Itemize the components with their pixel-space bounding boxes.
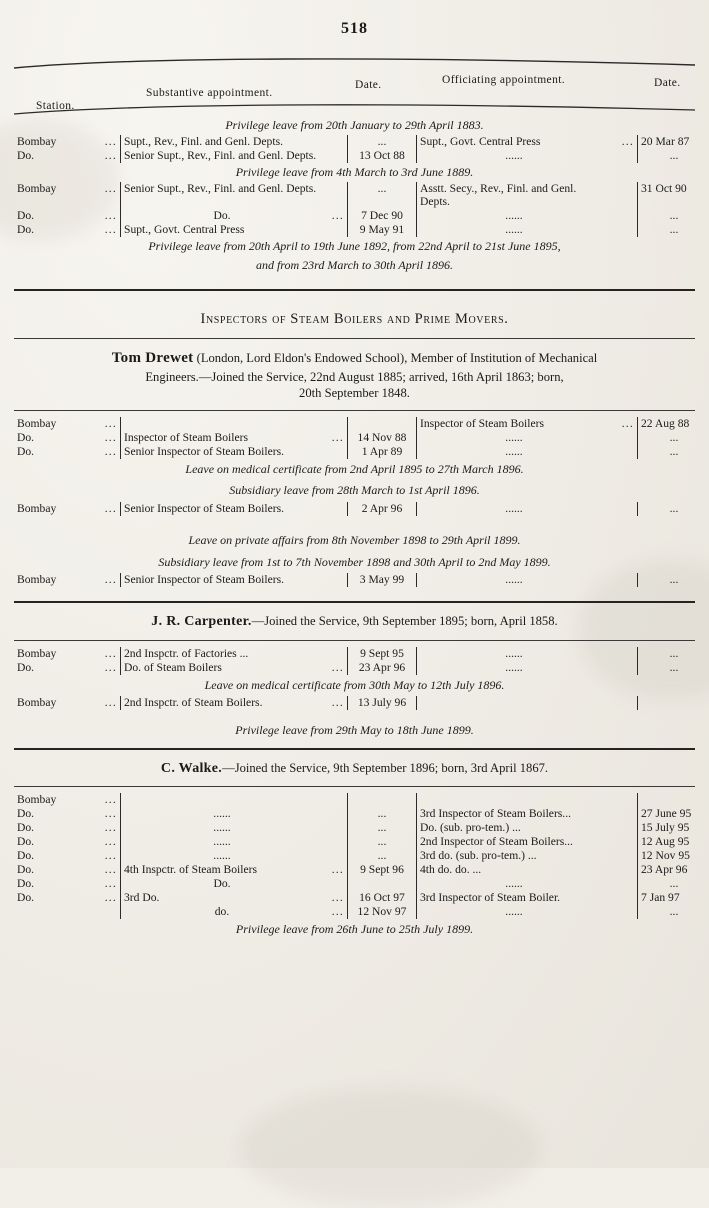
cell-station-dots: ...: [92, 849, 121, 863]
person-bio-line-1: —Joined the Service, 9th September 1896; born, 3rd April 1867.: [222, 761, 548, 775]
cell-station-dots: ...: [92, 209, 121, 223]
cell-date-1: ...: [348, 849, 417, 863]
cell-station: Bombay: [14, 135, 92, 149]
cell-officiating: ......: [417, 905, 612, 919]
cell-date-2: [638, 696, 709, 710]
table-row: [14, 182, 709, 209]
cell-station: Do.: [14, 807, 92, 821]
cell-station: Do.: [14, 863, 92, 877]
page-number: 518: [0, 0, 709, 38]
table-row: [14, 445, 709, 459]
table-row: [14, 793, 709, 807]
cell-officiating: [417, 696, 612, 710]
cell-officiating: ......: [417, 431, 612, 445]
cell-officiating: ......: [417, 661, 612, 675]
cell-officiating: 3rd do. (sub. pro-tem.) ...: [417, 849, 612, 863]
header-station: Station.: [36, 100, 75, 112]
note-privilege-4: Privilege leave from 29th May to 18th June 1899.: [14, 720, 695, 742]
table-jr-carpenter-2: [14, 696, 709, 710]
section-heading-inspectors: Inspectors of Steam Boilers and Prime Movers.: [14, 297, 695, 338]
cell-substantive-dots: [323, 149, 348, 163]
person-name: C. Walke.: [161, 761, 222, 776]
table-row: [14, 849, 709, 863]
header-substantive: Substantive appointment.: [146, 87, 273, 99]
cell-date-1: 14 Nov 88: [348, 431, 417, 445]
cell-substantive-dots: ...: [323, 431, 348, 445]
cell-date-1: 3 May 99: [348, 573, 417, 587]
note-privilege-1: Privilege leave from 20th January to 29th April 1883.: [14, 116, 695, 135]
cell-substantive: ......: [121, 835, 324, 849]
cell-date-1: [348, 417, 417, 431]
cell-substantive: 4th Inspctr. of Steam Boilers: [121, 863, 324, 877]
cell-officiating-dots: [611, 905, 638, 919]
table-jr-carpenter-1: [14, 647, 709, 675]
table-row: [14, 573, 709, 587]
table-row: [14, 502, 709, 516]
cell-substantive-dots: [323, 182, 348, 209]
person-header-tom-drewet: [14, 339, 695, 410]
cell-station: Do.: [14, 877, 92, 891]
cell-station: Bombay: [14, 417, 92, 431]
cell-officiating-dots: [611, 891, 638, 905]
cell-station-dots: ...: [92, 877, 121, 891]
cell-substantive-dots: [323, 445, 348, 459]
cell-substantive: 3rd Do.: [121, 891, 324, 905]
table-row: [14, 807, 709, 821]
cell-station: Do.: [14, 431, 92, 445]
cell-substantive-dots: [323, 502, 348, 516]
cell-date-2: 31 Oct 90: [638, 182, 709, 209]
cell-officiating-dots: [611, 661, 638, 675]
cell-substantive-dots: ...: [323, 696, 348, 710]
cell-date-2: 7 Jan 97: [638, 891, 709, 905]
cell-substantive: Senior Inspector of Steam Boilers.: [121, 573, 324, 587]
cell-substantive: 2nd Inspctr. of Steam Boilers.: [121, 696, 324, 710]
cell-date-1: 9 May 91: [348, 223, 417, 237]
cell-date-2: 15 July 95: [638, 821, 709, 835]
cell-station: [14, 905, 92, 919]
cell-date-2: 23 Apr 96: [638, 863, 709, 877]
cell-station-dots: [92, 905, 121, 919]
cell-substantive-dots: [323, 223, 348, 237]
cell-officiating: 3rd Inspector of Steam Boilers...: [417, 807, 612, 821]
table-row: [14, 223, 709, 237]
note-privilege-5: Privilege leave from 26th June to 25th July 1899.: [14, 919, 695, 941]
cell-date-1: 9 Sept 95: [348, 647, 417, 661]
table-tom-drewet-3: [14, 573, 709, 587]
cell-date-2: 12 Nov 95: [638, 849, 709, 863]
cell-officiating-dots: ...: [611, 135, 638, 149]
table-row: [14, 891, 709, 905]
cell-substantive: [121, 417, 324, 431]
note-leave-private: Leave on private affairs from 8th November 1898 to 29th April 1899.: [14, 530, 695, 552]
cell-date-1: 13 Oct 88: [348, 149, 417, 163]
cell-substantive-dots: [323, 135, 348, 149]
cell-station: Do.: [14, 849, 92, 863]
cell-substantive-dots: [323, 849, 348, 863]
cell-officiating-dots: [611, 445, 638, 459]
cell-station: Do.: [14, 835, 92, 849]
cell-officiating: 2nd Inspector of Steam Boilers...: [417, 835, 612, 849]
cell-station-dots: ...: [92, 445, 121, 459]
cell-station-dots: ...: [92, 807, 121, 821]
cell-station: Do.: [14, 149, 92, 163]
cell-substantive: Supt., Govt. Central Press: [121, 223, 324, 237]
cell-date-2: ...: [638, 647, 709, 661]
table-c-walke: [14, 793, 709, 919]
cell-station-dots: ...: [92, 835, 121, 849]
cell-substantive: 2nd Inspctr. of Factories ...: [121, 647, 324, 661]
cell-station: Bombay: [14, 573, 92, 587]
cell-substantive-dots: ...: [323, 863, 348, 877]
note-leave-medical-1: Leave on medical certificate from 2nd April 1895 to 27th March 1896.: [14, 459, 695, 481]
person-header-c-walke: [14, 750, 695, 786]
note-leave-medical-2: Leave on medical certificate from 30th May to 12th July 1896.: [14, 675, 695, 697]
cell-substantive-dots: ...: [323, 891, 348, 905]
cell-date-2: ...: [638, 223, 709, 237]
cell-substantive-dots: [323, 793, 348, 807]
cell-date-1: ...: [348, 182, 417, 209]
cell-station: Do.: [14, 891, 92, 905]
table-row: [14, 647, 709, 661]
cell-officiating: Inspector of Steam Boilers: [417, 417, 612, 431]
header-date-1: Date.: [355, 79, 382, 91]
cell-station: Do.: [14, 821, 92, 835]
header-date-2: Date.: [654, 77, 681, 89]
note-subsidiary-1: Subsidiary leave from 28th March to 1st April 1896.: [14, 480, 695, 502]
cell-officiating: ......: [417, 877, 612, 891]
cell-date-1: 1 Apr 89: [348, 445, 417, 459]
header-officiating: Officiating appointment.: [442, 74, 565, 86]
cell-station-dots: ...: [92, 502, 121, 516]
cell-station-dots: ...: [92, 821, 121, 835]
cell-date-2: ...: [638, 661, 709, 675]
person-name: J. R. Carpenter.: [151, 614, 251, 629]
cell-date-1: ...: [348, 807, 417, 821]
cell-substantive: Senior Supt., Rev., Finl. and Genl. Depts.: [121, 149, 324, 163]
table-row: [14, 431, 709, 445]
cell-date-1: 13 July 96: [348, 696, 417, 710]
cell-date-1: ...: [348, 135, 417, 149]
cell-date-1: [348, 877, 417, 891]
cell-officiating-dots: [611, 849, 638, 863]
table-press-1: [14, 135, 709, 163]
cell-officiating-dots: [611, 807, 638, 821]
cell-substantive: ......: [121, 821, 324, 835]
cell-station-dots: ...: [92, 661, 121, 675]
note-privilege-2: Privilege leave from 4th March to 3rd June 1889.: [14, 163, 695, 182]
table-tom-drewet-1: [14, 417, 709, 459]
cell-station-dots: ...: [92, 891, 121, 905]
cell-date-1: 12 Nov 97: [348, 905, 417, 919]
person-header-jr-carpenter: [14, 603, 695, 639]
register-sheet: [14, 56, 695, 941]
cell-station: Bombay: [14, 647, 92, 661]
person-bio-line-2: Engineers.—Joined the Service, 22nd August 1885; arrived, 16th April 1863; born,: [145, 370, 563, 384]
cell-officiating: ......: [417, 573, 612, 587]
cell-station: Bombay: [14, 182, 92, 209]
cell-date-2: 27 June 95: [638, 807, 709, 821]
cell-substantive: Do. of Steam Boilers: [121, 661, 324, 675]
cell-officiating: 4th do. do. ...: [417, 863, 612, 877]
cell-substantive: Do.: [121, 877, 324, 891]
cell-substantive: Supt., Rev., Finl. and Genl. Depts.: [121, 135, 324, 149]
cell-officiating-dots: [611, 821, 638, 835]
cell-substantive: Inspector of Steam Boilers: [121, 431, 324, 445]
table-row: [14, 209, 709, 223]
cell-officiating-dots: [611, 223, 638, 237]
cell-substantive-dots: ...: [323, 209, 348, 223]
cell-date-1: ...: [348, 835, 417, 849]
cell-officiating-dots: [611, 209, 638, 223]
table-row: [14, 905, 709, 919]
cell-date-2: ...: [638, 877, 709, 891]
cell-date-1: 16 Oct 97: [348, 891, 417, 905]
cell-officiating-dots: [611, 502, 638, 516]
cell-date-1: [348, 793, 417, 807]
cell-substantive: Senior Supt., Rev., Finl. and Genl. Depts.: [121, 182, 324, 209]
table-row: [14, 835, 709, 849]
cell-date-2: ...: [638, 431, 709, 445]
cell-station: Do.: [14, 445, 92, 459]
table-press-2: [14, 182, 709, 237]
person-bio-line-1: (London, Lord Eldon's Endowed School), Member of Institution of Mechanical: [197, 351, 598, 365]
note-subsidiary-2: Subsidiary leave from 1st to 7th November 1898 and 30th April to 2nd May 1899.: [14, 552, 695, 574]
cell-station-dots: ...: [92, 793, 121, 807]
cell-station-dots: ...: [92, 149, 121, 163]
cell-officiating: Supt., Govt. Central Press: [417, 135, 612, 149]
cell-station: Bombay: [14, 696, 92, 710]
cell-station-dots: ...: [92, 696, 121, 710]
cell-substantive-dots: ...: [323, 661, 348, 675]
cell-substantive-dots: [323, 877, 348, 891]
cell-station-dots: ...: [92, 223, 121, 237]
cell-substantive: Senior Inspector of Steam Boilers.: [121, 502, 324, 516]
cell-station: Bombay: [14, 793, 92, 807]
cell-officiating-dots: [611, 182, 638, 209]
cell-date-2: ...: [638, 573, 709, 587]
cell-substantive: ......: [121, 807, 324, 821]
cell-substantive: do.: [121, 905, 324, 919]
table-top-rule: [14, 56, 695, 70]
cell-officiating-dots: [611, 793, 638, 807]
cell-date-2: [638, 793, 709, 807]
cell-date-2: ...: [638, 149, 709, 163]
cell-substantive-dots: [323, 807, 348, 821]
cell-station-dots: ...: [92, 182, 121, 209]
cell-substantive: ......: [121, 849, 324, 863]
cell-substantive: Do.: [121, 209, 324, 223]
cell-substantive-dots: [323, 417, 348, 431]
person-name: Tom Drewet: [112, 350, 194, 366]
cell-officiating-dots: [611, 573, 638, 587]
cell-date-2: 20 Mar 87: [638, 135, 709, 149]
cell-officiating-dots: [611, 863, 638, 877]
cell-officiating-dots: ...: [611, 417, 638, 431]
cell-station-dots: ...: [92, 135, 121, 149]
table-row: [14, 821, 709, 835]
table-row: [14, 417, 709, 431]
cell-officiating: ......: [417, 502, 612, 516]
cell-date-2: ...: [638, 445, 709, 459]
cell-substantive-dots: [323, 821, 348, 835]
cell-date-2: ...: [638, 502, 709, 516]
cell-substantive-dots: [323, 835, 348, 849]
cell-station: Do.: [14, 209, 92, 223]
table-row: [14, 661, 709, 675]
table-row: [14, 696, 709, 710]
cell-station: Do.: [14, 223, 92, 237]
cell-station-dots: ...: [92, 863, 121, 877]
cell-officiating-dots: [611, 431, 638, 445]
cell-date-1: 7 Dec 90: [348, 209, 417, 223]
person-bio-line-3: 20th September 1848.: [299, 386, 410, 400]
note-privilege-3a: Privilege leave from 20th April to 19th June 1892, from 22nd April to 21st June 1895,: [14, 237, 695, 256]
cell-station-dots: ...: [92, 647, 121, 661]
cell-officiating-dots: [611, 696, 638, 710]
cell-substantive-dots: [323, 647, 348, 661]
table-tom-drewet-2: [14, 502, 709, 516]
cell-station: Bombay: [14, 502, 92, 516]
table-row: [14, 863, 709, 877]
cell-officiating: Do. (sub. pro-tem.) ...: [417, 821, 612, 835]
cell-officiating-dots: [611, 877, 638, 891]
table-row: [14, 135, 709, 149]
cell-date-2: ...: [638, 905, 709, 919]
cell-officiating: ......: [417, 445, 612, 459]
cell-date-1: 9 Sept 96: [348, 863, 417, 877]
cell-date-2: ...: [638, 209, 709, 223]
cell-officiating: 3rd Inspector of Steam Boiler.: [417, 891, 612, 905]
table-header: [14, 70, 695, 116]
cell-officiating-dots: [611, 835, 638, 849]
cell-station: Do.: [14, 661, 92, 675]
cell-officiating: ......: [417, 149, 612, 163]
cell-date-2: 22 Aug 88: [638, 417, 709, 431]
table-row: [14, 149, 709, 163]
cell-station-dots: ...: [92, 431, 121, 445]
note-privilege-3b: and from 23rd March to 30th April 1896.: [14, 256, 695, 275]
cell-station-dots: ...: [92, 417, 121, 431]
table-row: [14, 877, 709, 891]
cell-date-2: 12 Aug 95: [638, 835, 709, 849]
cell-officiating: ......: [417, 223, 612, 237]
cell-officiating: ......: [417, 209, 612, 223]
cell-substantive: Senior Inspector of Steam Boilers.: [121, 445, 324, 459]
cell-substantive: [121, 793, 324, 807]
cell-date-1: 2 Apr 96: [348, 502, 417, 516]
cell-officiating-dots: [611, 149, 638, 163]
cell-officiating-dots: [611, 647, 638, 661]
cell-officiating: [417, 793, 612, 807]
cell-station-dots: ...: [92, 573, 121, 587]
cell-substantive-dots: [323, 573, 348, 587]
person-bio-line-1: —Joined the Service, 9th September 1895; born, April 1858.: [252, 614, 558, 628]
cell-substantive-dots: ...: [323, 905, 348, 919]
cell-date-1: 23 Apr 96: [348, 661, 417, 675]
cell-officiating: ......: [417, 647, 612, 661]
cell-officiating: Asstt. Secy., Rev., Finl. and Genl. Depts.: [417, 182, 612, 209]
cell-date-1: ...: [348, 821, 417, 835]
